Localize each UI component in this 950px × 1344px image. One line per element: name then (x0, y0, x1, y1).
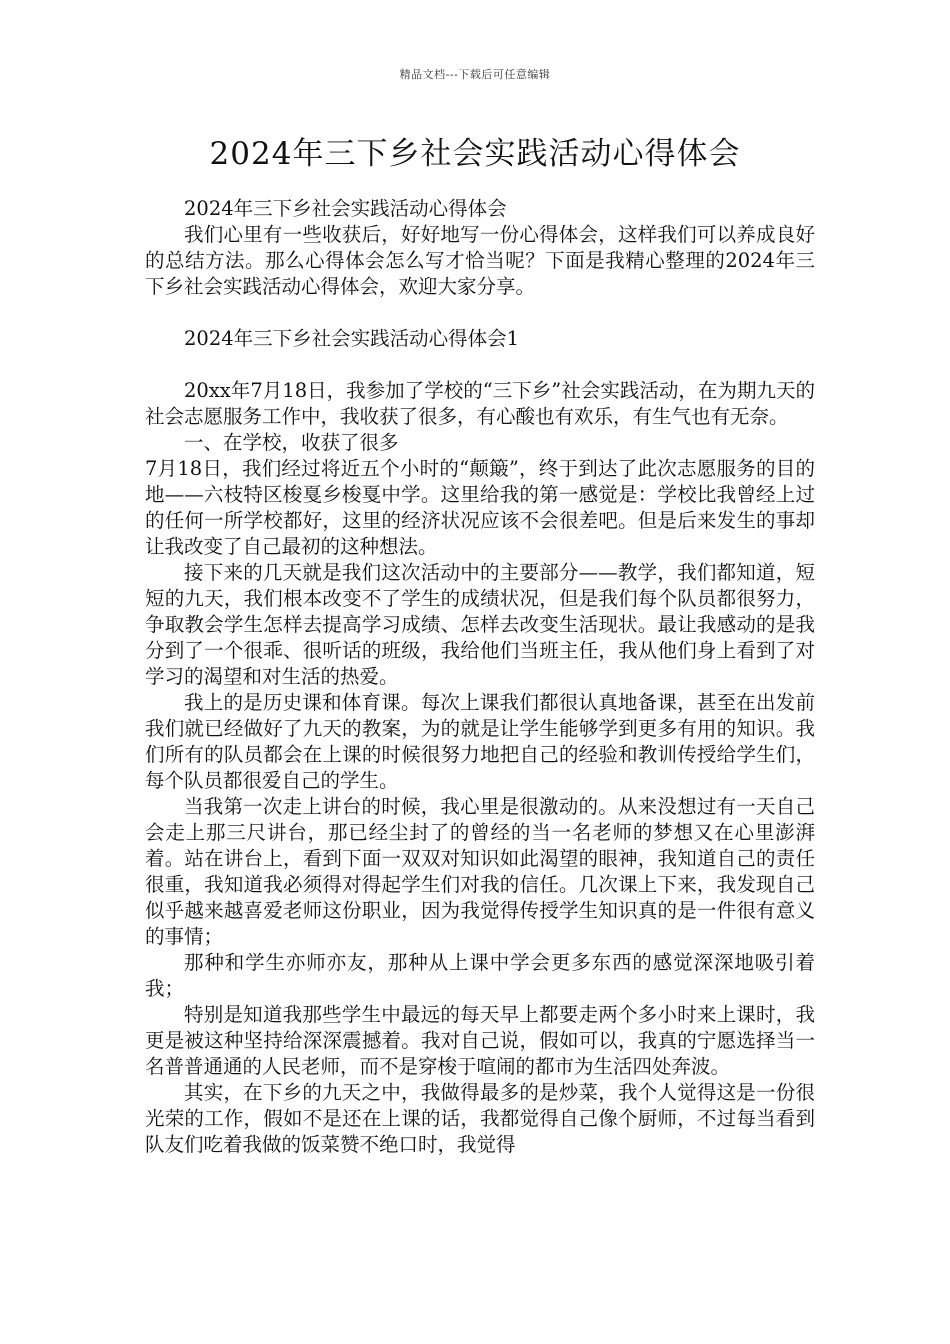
page-header: 精品文档---下载后可任意编辑 (399, 68, 551, 81)
paragraph: 我上的是历史课和体育课。每次上课我们都很认真地备课，甚至在出发前我们就已经做好了九天的教案，为的就是让学生能够学到更多有用的知识。我们所有的队员都会在上课的时候很努力地把自己的经验和教训传授给学生们，每个队员都很爱自己的学生。 (145, 691, 815, 792)
paragraph-section-heading: 2024年三下乡社会实践活动心得体会1 (184, 327, 520, 350)
paragraph-subheading: 一、在学校，收获了很多 (184, 431, 399, 454)
paragraph: 其实，在下乡的九天之中，我做得最多的是炒菜，我个人觉得这是一份很光荣的工作，假如不是还在上课的话，我都觉得自己像个厨师，不过每当看到队友们吃着我做的饭菜赞不绝口时，我觉得 (145, 1081, 815, 1156)
paragraph: 接下来的几天就是我们这次活动中的主要部分——教学，我们都知道，短短的九天，我们根本改变不了学生的成绩状况，但是我们每个队员都很努力，争取教会学生怎样去提高学习成绩、怎样去改变生活现状。最让我感动的是我分到了一个很乖、很听话的班级，我给他们当班主任，我从他们身上看到了对学习的渴望和对生活的热爱。 (145, 561, 815, 688)
paragraph: 20xx年7月18日，我参加了学校的“三下乡”社会实践活动，在为期九天的社会志愿服务工作中，我收获了很多，有心酸也有欢乐，有生气也有无奈。 (145, 379, 815, 428)
document-title: 2024年三下乡社会实践活动心得体会 (209, 136, 741, 172)
paragraph: 那种和学生亦师亦友，那种从上课中学会更多东西的感觉深深地吸引着我； (145, 951, 815, 1000)
paragraph-intro: 我们心里有一些收获后，好好地写一份心得体会，这样我们可以养成良好的总结方法。那么心得体会怎么写才恰当呢？下面是我精心整理的2024年三下乡社会实践活动心得体会，欢迎大家分享。 (145, 223, 815, 298)
document-body (145, 196, 815, 1158)
paragraph: 当我第一次走上讲台的时候，我心里是很激动的。从来没想过有一天自己会走上那三尺讲台，那已经尘封了的曾经的当一名老师的梦想又在心里澎湃着。站在讲台上，看到下面一双双对知识如此渴望的眼神，我知道自己的责任很重，我知道我必须得对得起学生们对我的信任。几次课上下来，我发现自己似乎越来越喜爱老师这份职业，因为我觉得传授学生知识真的是一件很有意义的事情； (145, 795, 815, 948)
paragraph-subtitle: 2024年三下乡社会实践活动心得体会 (184, 197, 507, 220)
paragraph: 特别是知道我那些学生中最远的每天早上都要走两个多小时来上课时，我更是被这种坚持给深深震撼着。我对自己说，假如可以，我真的宁愿选择当一名普普通通的人民老师，而不是穿梭于喧闹的都市为生活四处奔波。 (145, 1003, 815, 1078)
paragraph: 7月18日，我们经过将近五个小时的“颠簸”，终于到达了此次志愿服务的目的地——六枝特区梭戛乡梭戛中学。这里给我的第一感觉是：学校比我曾经上过的任何一所学校都好，这里的经济状况应该不会很差吧。但是后来发生的事却让我改变了自己最初的这种想法。 (145, 457, 815, 558)
